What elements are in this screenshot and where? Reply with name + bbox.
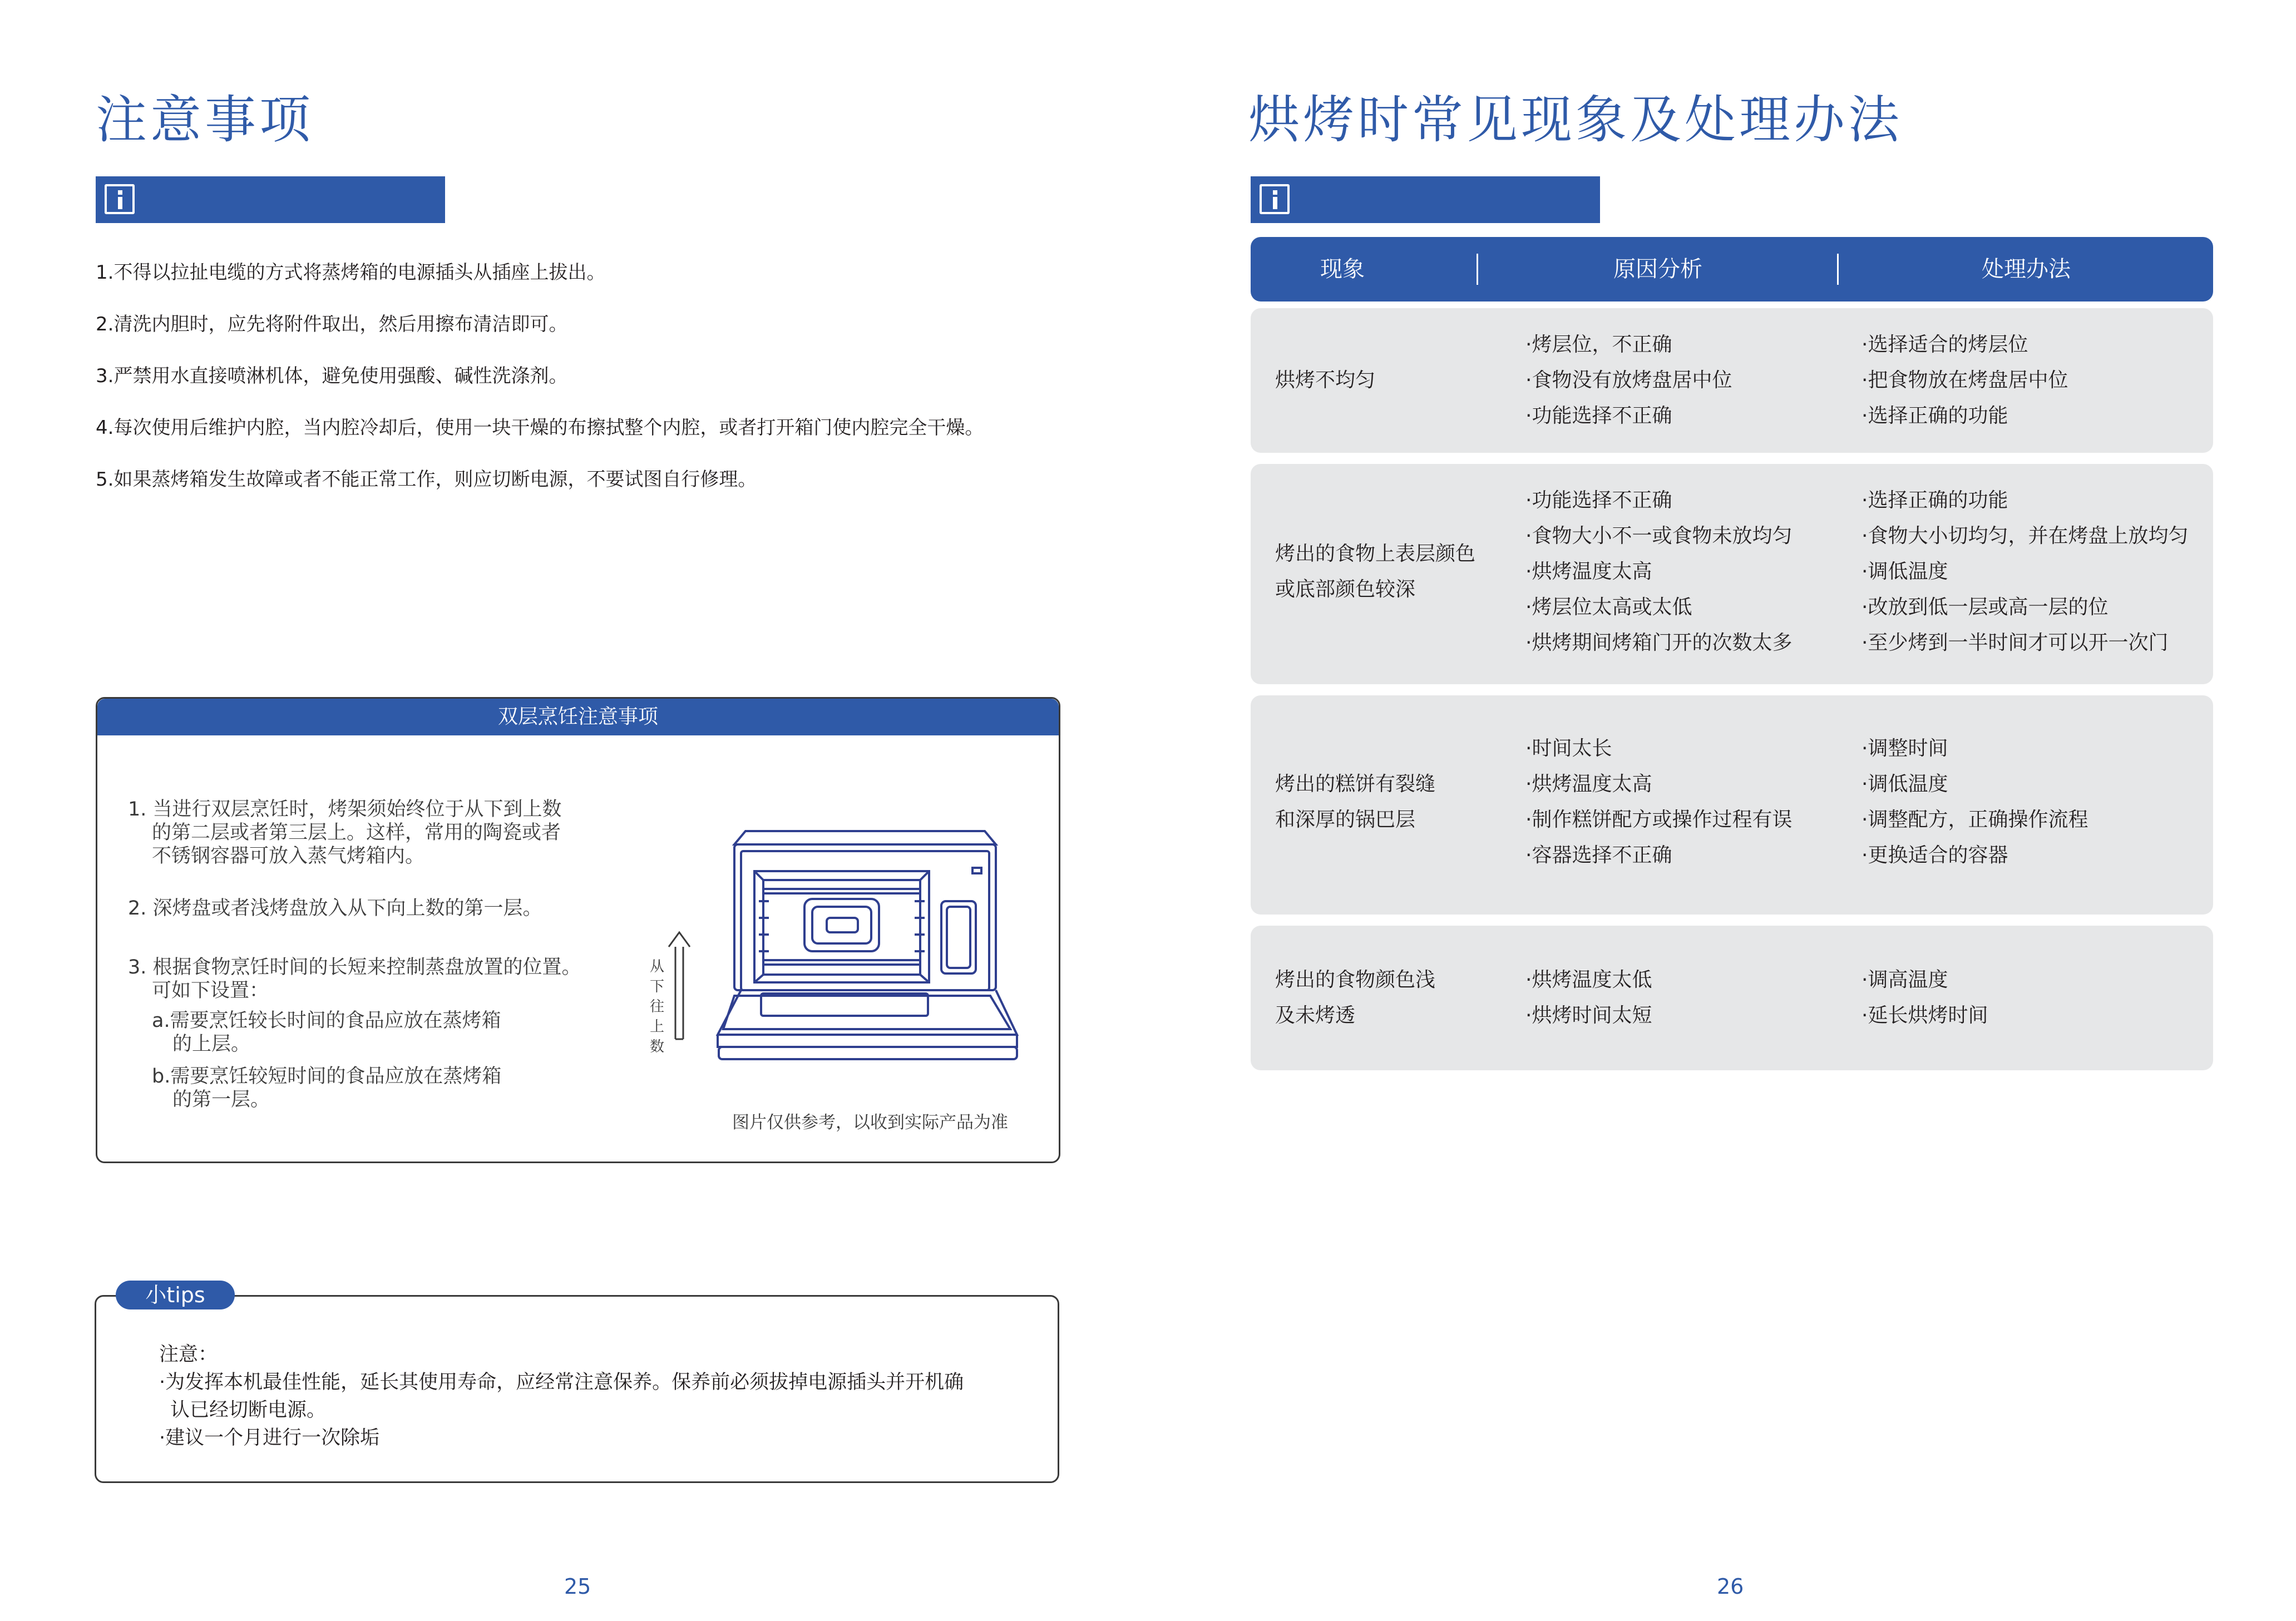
notice-item: 2.清洗内胆时，应先将附件取出，然后用擦布清洁即可。	[96, 313, 568, 335]
header-phenomenon: 现象	[1320, 256, 1365, 282]
tips-line: 注意：	[159, 1343, 218, 1366]
tips-line: ·建议一个月进行一次除垢	[159, 1427, 380, 1449]
cause-cell: ·烤层位，不正确 ·食物没有放烤盘居中位 ·功能选择不正确	[1525, 333, 1732, 427]
table-row	[1251, 926, 2213, 1070]
phenomenon-cell: 烤出的食物上表层颜色 或底部颜色较深	[1275, 542, 1476, 601]
notice-item: 5.如果蒸烤箱发生故障或者不能正常工作，则应切断电源，不要试图自行修理。	[96, 468, 757, 491]
solution-cell: ·选择适合的烤层位 ·把食物放在烤盘居中位 ·选择正确的功能	[1862, 333, 2068, 427]
phenomenon-cell: 烤出的糕饼有裂缝 和深厚的锅巴层	[1275, 773, 1436, 831]
info-bar-right	[1251, 176, 1600, 223]
page-title-left: 注意事项	[96, 90, 314, 150]
instruction-line: 不锈钢容器可放入蒸气烤箱内。	[152, 845, 425, 867]
image-note: 图片仅供参考，以收到实际产品为准	[732, 1113, 1008, 1133]
solution-cell: ·调整时间 ·调低温度 ·调整配方，正确操作流程 ·更换适合的容器	[1862, 737, 2088, 867]
instruction-line: 1. 当进行双层烹饪时，烤架须始终位于从下到上数	[128, 798, 562, 821]
cause-cell: ·烘烤温度太低 ·烘烤时间太短	[1525, 968, 1652, 1027]
header-cause: 原因分析	[1613, 256, 1702, 282]
instruction-line: 3. 根据食物烹饪时间的长短来控制蒸盘放置的位置。	[128, 956, 581, 978]
page-number-left: 25	[564, 1574, 591, 1599]
instruction-line: 可如下设置：	[152, 980, 269, 1002]
phenomenon-cell: 烤出的食物颜色浅 及未烤透	[1275, 968, 1436, 1027]
info-icon	[105, 184, 135, 214]
notice-item: 3.严禁用水直接喷淋机体，避免使用强酸、碱性洗涤剂。	[96, 365, 568, 387]
oven-illustration	[701, 829, 1035, 1068]
instruction-line: b.需要烹饪较短时间的食品应放在蒸烤箱	[152, 1065, 502, 1088]
tips-line: 认已经切断电源。	[170, 1399, 327, 1421]
instruction-line: 2. 深烤盘或者浅烤盘放入从下向上数的第一层。	[128, 897, 542, 920]
cause-cell: ·时间太长 ·烘烤温度太高 ·制作糕饼配方或操作过程有误 ·容器选择不正确	[1525, 737, 1793, 867]
solution-cell: ·调高温度 ·延长烘烤时间	[1862, 968, 1988, 1027]
instruction-line: a.需要烹饪较长时间的食品应放在蒸烤箱	[152, 1010, 501, 1032]
tips-line: ·为发挥本机最佳性能，延长其使用寿命，应经常注意保养。保养前必须拔掉电源插头并开机确	[159, 1371, 964, 1393]
instruction-line: 的第二层或者第三层上。这样，常用的陶瓷或者	[152, 822, 561, 844]
instruction-line: 的上层。	[172, 1033, 251, 1055]
notice-item: 4.每次使用后维护内腔，当内腔冷却后，使用一块干燥的布擦拭整个内腔，或者打开箱门使内腔完全干燥。	[96, 417, 984, 439]
double-layer-heading: 双层烹饪注意事项	[97, 699, 1059, 735]
notice-item: 1.不得以拉扯电缆的方式将蒸烤箱的电源插头从插座上拔出。	[96, 261, 606, 284]
header-divider	[1477, 254, 1478, 285]
table-row	[1251, 695, 2213, 915]
solution-cell: ·选择正确的功能 ·食物大小切均匀，并在烤盘上放均匀 ·调低温度 ·改放到低一层或高一层的位 ·至少烤到一半时间才可以开一次门	[1862, 489, 2189, 654]
info-bar-left	[96, 176, 445, 223]
table-row	[1251, 308, 2213, 453]
phenomenon-cell: 烘烤不均匀	[1275, 369, 1376, 392]
arrow-label: 从 下 往 上 数	[649, 958, 664, 1055]
table-header	[1251, 237, 2213, 302]
cause-cell: ·功能选择不正确 ·食物大小不一或食物未放均匀 ·烘烤温度太高 ·烤层位太高或太低 ·烘烤期间烤箱门开的次数太多	[1525, 489, 1793, 654]
info-icon	[1260, 184, 1290, 214]
instruction-line: 的第一层。	[172, 1089, 270, 1111]
page-number-right: 26	[1717, 1574, 1744, 1599]
tips-label: 小tips	[116, 1281, 235, 1309]
page-title-right: 烘烤时常见现象及处理办法	[1248, 90, 1903, 150]
header-divider	[1837, 254, 1839, 285]
arrow-up-icon	[665, 930, 693, 1041]
header-solution: 处理办法	[1982, 256, 2071, 282]
table-row	[1251, 464, 2213, 684]
